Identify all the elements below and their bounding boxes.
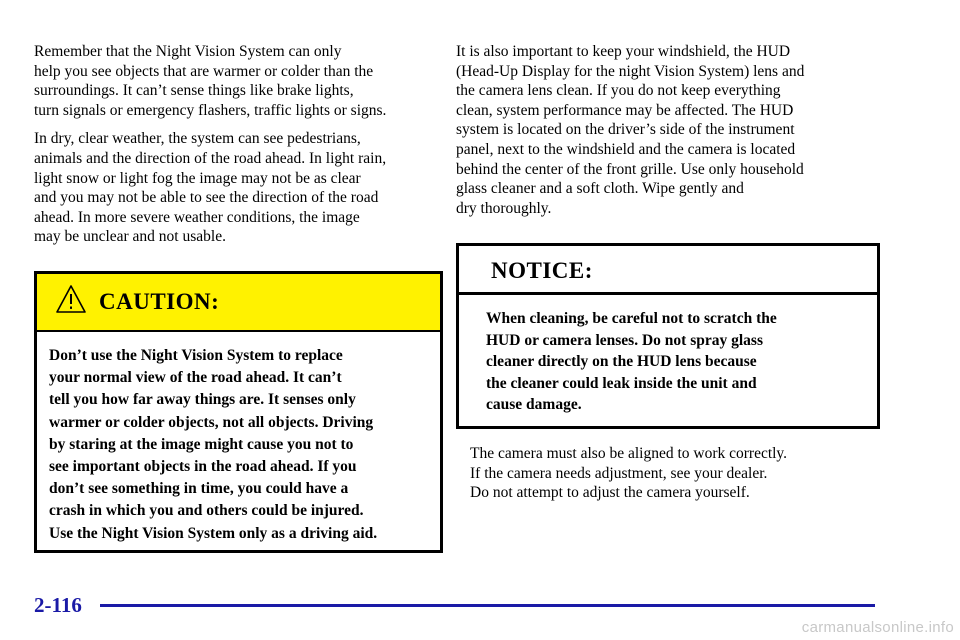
right-paragraph-2 (470, 444, 890, 503)
caution-line: warmer or colder objects, not all objects. Driving (49, 413, 374, 431)
caution-text (49, 345, 439, 545)
caution-line: see important objects in the road ahead. If you (49, 458, 357, 476)
caution-line: tell you how far away things are. It senses only (49, 391, 356, 409)
text-line: animals and the direction of the road ahead. In light rain, (34, 149, 387, 167)
notice-text (486, 308, 866, 416)
text-line: The camera must also be aligned to work correctly. (470, 445, 788, 462)
left-paragraph-2 (34, 129, 442, 247)
notice-line: When cleaning, be careful not to scratch the (486, 310, 777, 327)
text-line: and you may not be able to see the direction of the road (34, 189, 379, 207)
text-line: surroundings. It can’t sense things like brake lights, (34, 82, 354, 100)
text-line: ahead. In more severe weather conditions, the image (34, 208, 360, 226)
caution-line: crash in which you and others could be injured. (49, 502, 364, 520)
notice-line: HUD or camera lenses. Do not spray glass (486, 331, 763, 349)
footer-divider (100, 604, 875, 607)
text-line: glass cleaner and a soft cloth. Wipe gently and (456, 180, 744, 198)
text-line: Remember that the Night Vision System can only (34, 43, 342, 60)
caution-line: Don’t use the Night Vision System to replace (49, 347, 343, 364)
left-paragraph-1 (34, 42, 442, 120)
caution-box (34, 271, 443, 553)
notice-line: cause damage. (486, 396, 582, 414)
text-line: It is also important to keep your windshield, the HUD (456, 43, 791, 60)
caution-line: by staring at the image might cause you not to (49, 435, 354, 453)
text-line: turn signals or emergency flashers, traffic lights or signs. (34, 101, 387, 119)
left-column (34, 42, 442, 256)
text-line: system is located on the driver’s side of the instrument (456, 121, 795, 139)
right-column (456, 42, 878, 227)
text-line: dry thoroughly. (456, 199, 552, 217)
caution-line: Use the Night Vision System only as a driving aid. (49, 524, 378, 542)
notice-line: the cleaner could leak inside the unit and (486, 374, 757, 392)
caution-line: don’t see something in time, you could have a (49, 480, 349, 498)
text-line: (Head-Up Display for the night Vision System) lens and (456, 62, 805, 80)
text-line: Do not attempt to adjust the camera yourself. (470, 484, 750, 502)
text-line: In dry, clear weather, the system can see pedestrians, (34, 130, 361, 148)
text-line: the camera lens clean. If you do not keep everything (456, 82, 781, 100)
caution-line: your normal view of the road ahead. It can’t (49, 369, 342, 387)
text-line: behind the center of the front grille. Use only household (456, 160, 804, 178)
text-line: help you see objects that are warmer or colder than the (34, 62, 374, 80)
warning-triangle-icon (55, 284, 87, 314)
notice-header (459, 246, 877, 295)
caution-header (37, 274, 440, 332)
right-paragraph-1 (456, 42, 878, 218)
text-line: light snow or light fog the image may not be as clear (34, 169, 361, 187)
text-line: panel, next to the windshield and the camera is located (456, 140, 796, 158)
notice-box (456, 243, 880, 429)
text-line: clean, system performance may be affected. The HUD (456, 101, 794, 119)
notice-line: cleaner directly on the HUD lens because (486, 353, 757, 371)
page-number: 2-116 (34, 593, 82, 617)
watermark: carmanualsonline.info (801, 619, 954, 636)
text-line: may be unclear and not usable. (34, 228, 226, 246)
notice-title: NOTICE: (491, 258, 593, 283)
caution-title: CAUTION: (99, 289, 220, 314)
text-line: If the camera needs adjustment, see your dealer. (470, 464, 768, 482)
